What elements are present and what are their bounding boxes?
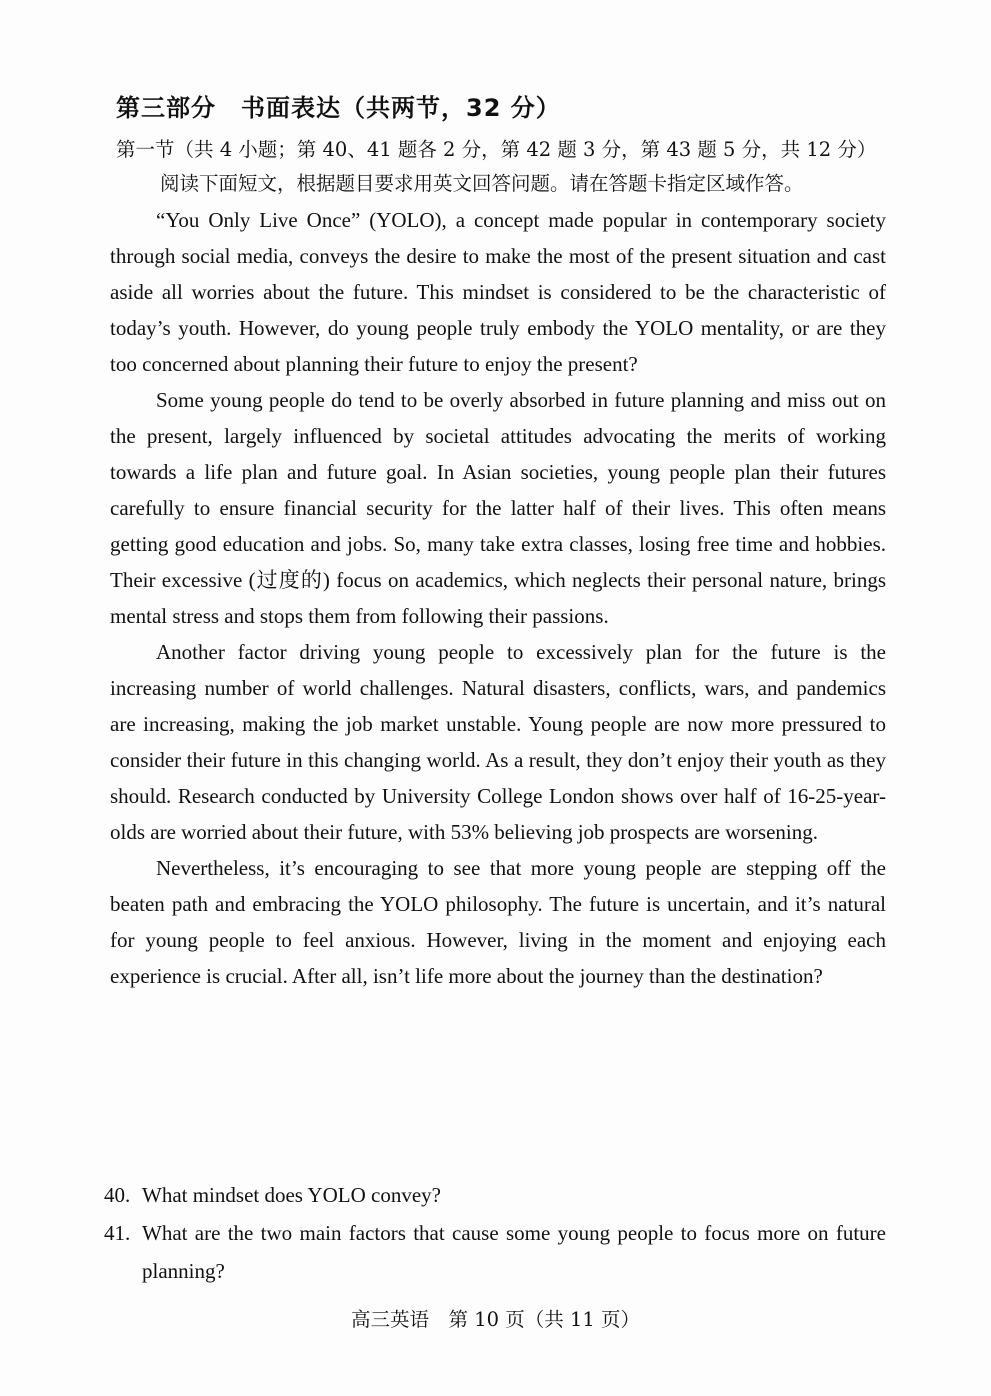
question-number: 40. bbox=[104, 1183, 131, 1207]
passage-paragraph: Another factor driving young people to excessively plan for the future is the increasing number of world challenges. Natural disasters, conflicts, wars, and pandemics are increasing, making the job market unstable. Young people are now more pressured to consider their future in this changing world. As a result, they don’t enjoy their youth as they should. Research conducted by University College London shows over half of 16-25-year-olds are worried about their future, with 53% believing job prospects are worsening. bbox=[110, 640, 886, 844]
page-footer: 高三英语 第 10 页（共 11 页） bbox=[351, 1308, 640, 1331]
question-list bbox=[104, 1176, 886, 1290]
question-text: What are the two main factors that cause some young people to focus more on future planning? bbox=[142, 1221, 886, 1283]
section-title: 第三部分 书面表达（共两节，32 分） bbox=[116, 94, 561, 122]
question-item bbox=[104, 1176, 886, 1214]
instruction-text: 阅读下面短文，根据题目要求用英文回答问题。请在答题卡指定区域作答。 bbox=[160, 172, 804, 195]
subsection-title: 第一节（共 4 小题；第 40、41 题各 2 分，第 42 题 3 分，第 43 题 5 分，共 12 分） bbox=[116, 138, 877, 161]
question-text: What mindset does YOLO convey? bbox=[142, 1183, 441, 1207]
passage-paragraph: “You Only Live Once” (YOLO), a concept made popular in contemporary society through social media, conveys the desire to make the most of the present situation and cast aside all worries about the future. This mindset is considered to be the characteristic of today’s youth. However, do young people truly embody the YOLO mentality, or are they too concerned about planning their future to enjoy the present? bbox=[110, 208, 886, 376]
question-item bbox=[104, 1214, 886, 1290]
reading-passage bbox=[110, 202, 886, 994]
passage-paragraph: Nevertheless, it’s encouraging to see that more young people are stepping off the beaten path and embracing the YOLO philosophy. The future is uncertain, and it’s natural for young people to feel anxious. However, living in the moment and enjoying each experience is crucial. After all, isn’t life more about the journey than the destination? bbox=[110, 856, 886, 988]
question-number: 41. bbox=[104, 1221, 131, 1245]
passage-paragraph: Some young people do tend to be overly absorbed in future planning and miss out on the present, largely influenced by societal attitudes advocating the merits of working towards a life plan and future goal. In Asian societies, young people plan their futures carefully to ensure financial security for the latter half of their lives. This often means getting good education and jobs. So, many take extra classes, losing free time and hobbies. Their excessive (过度的) focus on academics, which neglects their personal nature, brings mental stress and stops them from following their passions. bbox=[110, 388, 886, 628]
